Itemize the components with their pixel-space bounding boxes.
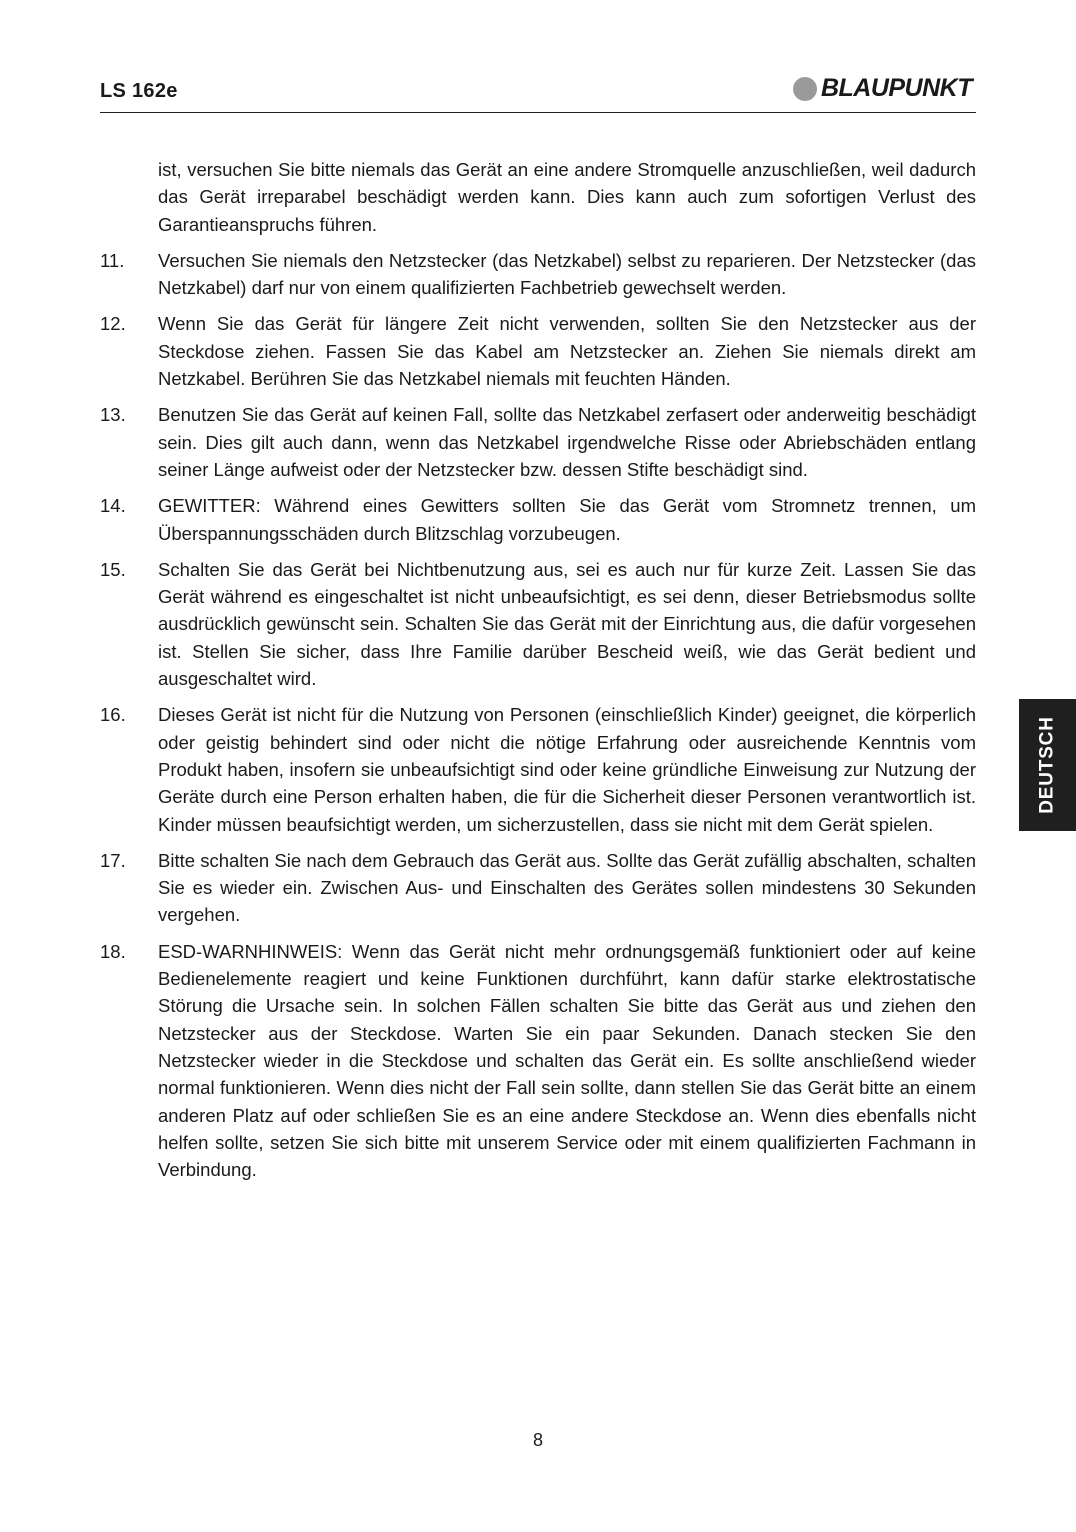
list-item-number: 11. (100, 249, 125, 271)
list-item (100, 847, 976, 929)
list-item (100, 310, 976, 392)
list-item (100, 492, 976, 547)
language-tab (1019, 699, 1076, 831)
list-item (100, 701, 976, 837)
list-item-text: Schalten Sie das Gerät bei Nichtbenutzung aus, sei es auch nur für kurze Zeit. Lassen Sie das Gerät während es eingeschaltet ist nicht unbeaufsichtigt, es sei denn, dieser Betriebsmodus sollte ausdrücklich gewünscht sein. Schalten Sie das Gerät mit der Einrichtung aus, die dafür vorgesehen ist. Stellen Sie sicher, dass Ihre Familie darüber Bescheid weiß, wie das Gerät bedient und ausgeschaltet wird. (158, 558, 976, 690)
list-item-number: 16. (100, 704, 126, 726)
list-item-number: 15. (100, 558, 126, 580)
brand-name: BLAUPUNKT (820, 74, 972, 102)
list-item-number: 18. (100, 940, 126, 962)
page-header (100, 70, 976, 113)
list-item-text: GEWITTER: Während eines Gewitters sollten Sie das Gerät vom Stromnetz trennen, um Überspannungsschäden durch Blitzschlag vorzubeugen. (158, 495, 976, 544)
list-item-number: 17. (100, 849, 126, 871)
language-tab-label: DEUTSCH (1036, 716, 1058, 814)
list-item-text: Bitte schalten Sie nach dem Gebrauch das Gerät aus. Sollte das Gerät zufällig abschalten, schalten Sie es wieder ein. Zwischen Aus- und Einschalten des Gerätes sollen mindestens 30 Sekunden vergehen. (158, 849, 976, 926)
list-item (100, 401, 976, 483)
intro-paragraph: ist, versuchen Sie bitte niemals das Gerät an eine andere Stromquelle anzuschließen, weil dadurch das Gerät irreparabel beschädigt werden kann. Dies kann auch zum sofortigen Verlust des Garantieanspruchs führen. (158, 159, 976, 235)
list-item-text: Wenn Sie das Gerät für längere Zeit nicht verwenden, sollten Sie den Netzstecker aus der Steckdose ziehen. Fassen Sie das Kabel am Netzstecker an. Ziehen Sie niemals direkt am Netzkabel. Berühren Sie das Netzkabel niemals mit feuchten Händen. (158, 313, 976, 390)
page-number: 8 (532, 1430, 543, 1450)
list-item-text: Dieses Gerät ist nicht für die Nutzung von Personen (einschließlich Kinder) geeignet, die körperlich oder geistig behindert sind oder nicht die nötige Erfahrung oder ausreichende Kenntnis vom Produkt haben, insofern sie unbeaufsichtigt sind oder keine gründliche Einweisung zur Nutzung der Geräte durch eine Person erhalten haben, die für die Sicherheit dieser Personen verantwortlich ist. Kinder müssen beaufsichtigt werden, um sicherzustellen, dass sie nicht mit dem Gerät spielen. (158, 704, 976, 835)
list-item-number: 13. (100, 404, 126, 426)
list-item (100, 938, 976, 1184)
model-number: LS 162e (100, 80, 178, 102)
list-item (100, 556, 976, 692)
brand-logo-dot-icon (793, 77, 817, 101)
brand-logo (793, 74, 972, 103)
list-item (100, 247, 976, 302)
page-content (100, 156, 976, 1192)
list-item-number: 14. (100, 495, 126, 517)
list-item-text: Versuchen Sie niemals den Netzstecker (das Netzkabel) selbst zu reparieren. Der Netzstecker (das Netzkabel) darf nur von einem qualifizierten Fachbetrieb gewechselt werden. (158, 249, 976, 299)
list-item-text: Benutzen Sie das Gerät auf keinen Fall, sollte das Netzkabel zerfasert oder anderweitig beschädigt sein. Dies gilt auch dann, wenn das Netzkabel irgendwelche Risse oder Abriebschäden entlang seiner Länge aufweist oder der Netzstecker bzw. dessen Stifte beschädigt sind. (158, 404, 976, 480)
list-item-number: 12. (100, 313, 126, 335)
list-item-text: ESD-WARNHINWEIS: Wenn das Gerät nicht mehr ordnungsgemäß funktioniert oder auf keine Bedienelemente reagiert und keine Funktionen durchführt, kann dafür starke elektrostatische Störung die Ursache sein. In solchen Fällen schalten Sie bitte das Gerät aus und ziehen den Netzstecker aus der Steckdose. Warten Sie ein paar Sekunden. Danach stecken Sie den Netzstecker wieder in die Steckdose und schalten das Gerät ein. Es sollte anschließend wieder normal funktionieren. Wenn dies nicht der Fall sein sollte, dann stellen Sie das Gerät bitte an einem anderen Platz auf oder schließen Sie es an eine andere Steckdose an. Wenn dies ebenfalls nicht helfen sollte, setzen Sie sich bitte mit unserem Service oder mit einem qualifizierten Fachmann in Verbindung. (158, 940, 976, 1181)
